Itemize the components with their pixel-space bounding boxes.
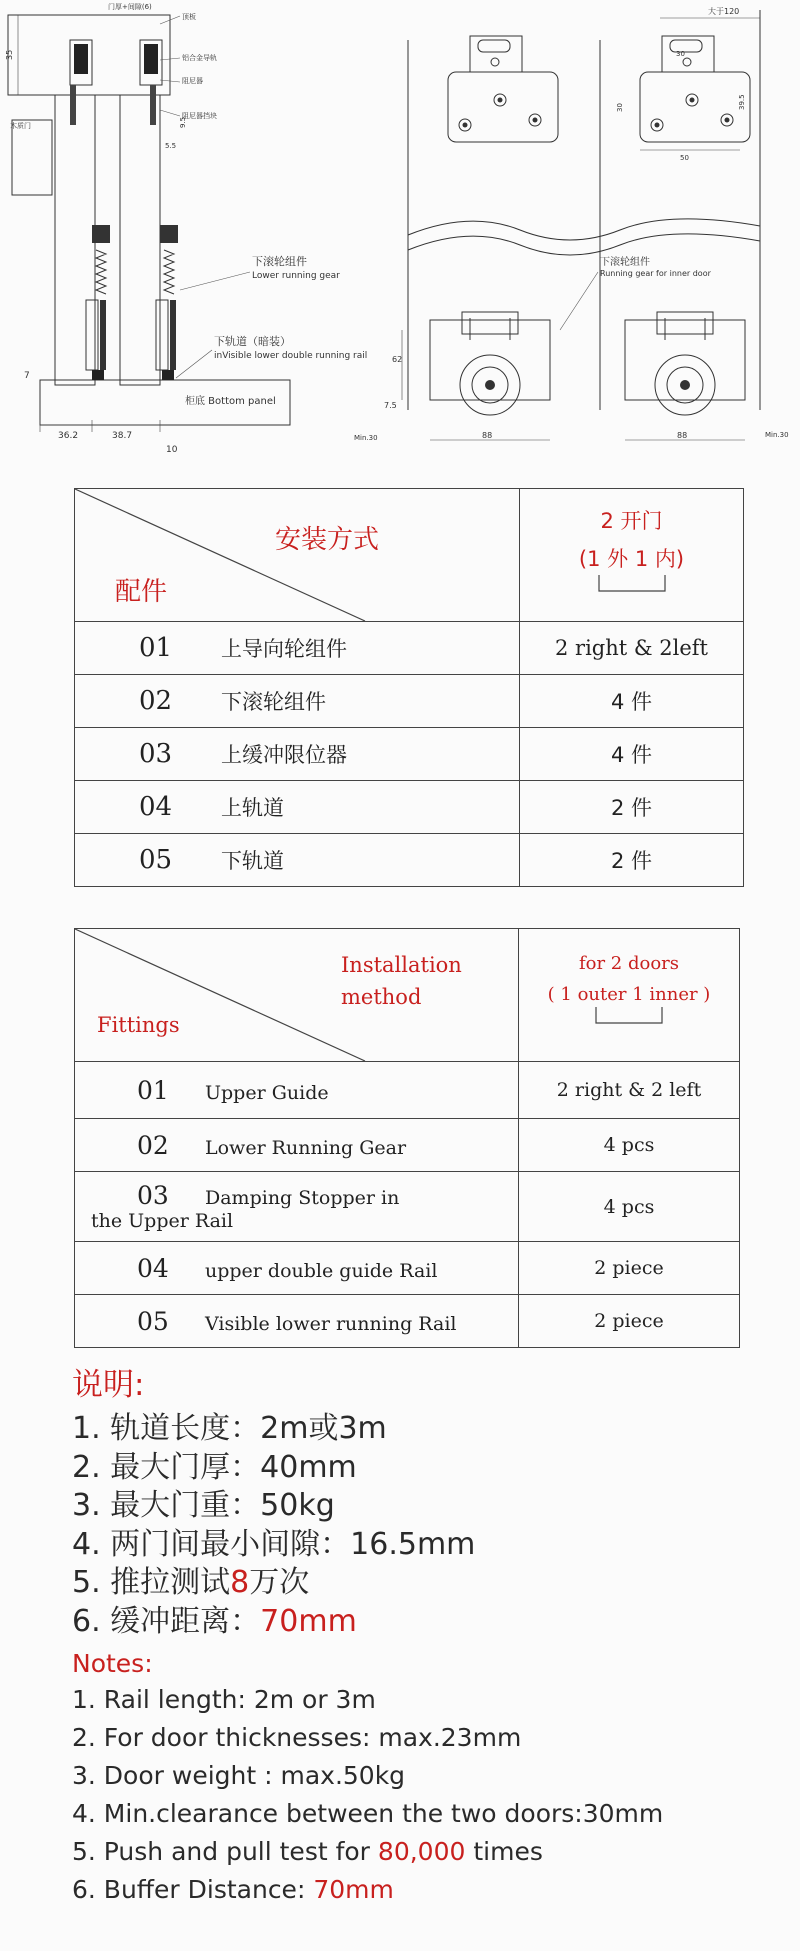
row-label: Lower Running Gear [205,1136,407,1159]
note-highlight: 70mm [260,1603,357,1639]
header-doors-line2: ( 1 outer 1 inner ) [547,984,711,1005]
dim-62: 62 [392,355,403,364]
row-qty: 2 piece [519,1295,740,1348]
row-qty: 2 right & 2left [520,622,744,675]
note-text: 6. 缓冲距离： [72,1603,261,1639]
row-qty: 4 pcs [519,1172,740,1242]
label-inner-gear-en: Running gear for inner door [600,269,711,278]
diagonal-line [75,929,518,1061]
table-row [75,834,744,887]
row-number: 02 [139,686,173,716]
label-door-thickness: 门厚+间隙(6) [108,3,152,11]
dim-7-5: 7.5 [384,401,397,410]
row-label: Visible lower running Rail [205,1312,457,1335]
door-bracket-icon [597,573,667,595]
dim-39-5: 39.5 [738,94,746,110]
note-cn-4: 4. 两门间最小间隙：16.5mm [72,1526,476,1562]
note-text: 5. Push and pull test for [72,1837,378,1866]
row-number: 04 [137,1253,169,1283]
notes-title-cn: 说明: [72,1367,145,1403]
note-highlight: 70mm [313,1875,394,1904]
label-lower-rail-en: inVisible lower double running rail [214,351,368,361]
header-method-line1: Installation [341,953,462,977]
row-qty: 2 件 [520,781,744,834]
note-en-4: 4. Min.clearance between the two doors:30mm [72,1799,664,1828]
header-doors-cell [519,929,740,1062]
dim-min30-right: Min.30 [765,431,789,439]
fittings-table-cn [74,488,744,887]
row-number: 04 [139,792,173,822]
dim-greater-120: 大于120 [708,7,740,16]
dim-5-5: 5.5 [165,142,177,150]
header-doors-line2: (1 外 1 内) [578,547,685,571]
label-wood-door: 木质门 [10,122,31,130]
row-number: 03 [139,739,173,769]
label-aluminum-rail: 铝合金导轨 [182,54,217,62]
right-hardware-view [354,6,789,442]
note-text: 6. Buffer Distance: [72,1875,314,1904]
row-number: 01 [139,633,173,663]
dim-36-2: 36.2 [58,431,79,441]
header-diagonal-cell [75,929,519,1062]
row-qty: 4 件 [520,728,744,781]
left-section-view [5,2,367,455]
notes-section [72,1367,772,1909]
door-bracket-icon [594,1005,664,1027]
note-text: 5. 推拉测试 [72,1565,231,1600]
row-number: 05 [137,1306,169,1336]
dim-30-top: 30 [676,50,685,58]
table-row [75,1242,740,1295]
table-row [75,622,744,675]
table-row [75,728,744,781]
row-label: upper double guide Rail [205,1259,438,1282]
row-number: 01 [137,1075,169,1105]
row-qty: 2 piece [519,1242,740,1295]
label-lower-gear-en: Lower running gear [252,271,340,281]
row-label: 上轨道 [221,796,284,820]
dim-88-right: 88 [677,431,688,440]
note-highlight: 80,000 [377,1837,466,1866]
row-qty: 2 件 [520,834,744,887]
row-label: 下滚轮组件 [221,690,326,714]
note-cn-3: 3. 最大门重：50kg [72,1488,335,1523]
note-text: 万次 [249,1565,310,1600]
notes-title-en: Notes: [72,1649,153,1678]
header-doors-line1: 2 开门 [600,509,663,533]
label-damper-stopper: 阻尼器挡块 [182,112,217,120]
header-method: 安装方式 [275,525,380,555]
note-cn-5 [72,1564,772,1603]
header-fittings: 配件 [115,577,168,607]
header-method-line2: method [341,985,422,1009]
dim-88-left: 88 [482,431,493,440]
header-fittings: Fittings [97,1013,180,1037]
table-header-row [75,489,744,622]
dim-7: 7 [24,371,30,381]
note-en-2: 2. For door thicknesses: max.23mm [72,1723,522,1752]
label-top-board: 顶板 [182,13,196,21]
label-inner-gear-cn: 下滚轮组件 [600,257,650,268]
row-number: 05 [139,845,173,875]
dim-10: 10 [166,445,178,455]
dim-30-side: 30 [616,103,624,112]
dim-35: 35 [5,49,14,60]
label-lower-gear-cn: 下滚轮组件 [252,255,307,268]
note-en-3: 3. Door weight : max.50kg [72,1761,406,1790]
row-qty: 4 件 [520,675,744,728]
row-label: Upper Guide [205,1081,329,1104]
row-label: 上缓冲限位器 [221,743,347,767]
note-en-5 [72,1833,772,1871]
note-highlight: 8 [230,1565,250,1600]
header-diagonal-cell [75,489,520,622]
header-doors-cell [520,489,744,622]
row-qty: 2 right & 2 left [519,1062,740,1119]
dim-50: 50 [680,154,689,162]
fittings-table-en [74,928,740,1348]
row-label: 下轨道 [221,849,284,873]
table-row [75,1172,740,1242]
technical-drawing [0,0,800,455]
table-row [75,675,744,728]
table-row [75,1062,740,1119]
row-qty: 4 pcs [519,1119,740,1172]
note-text: times [465,1837,543,1866]
table-row [75,781,744,834]
label-damper: 阻尼器 [182,77,203,85]
label-bottom-panel: 柜底 Bottom panel [185,396,276,407]
table-header-row [75,929,740,1062]
row-label: Damping Stopper in [205,1187,400,1209]
table-row [75,1295,740,1348]
note-en-6 [72,1871,772,1909]
label-lower-rail-cn: 下轨道（暗装） [214,335,291,348]
row-label-cont: the Upper Rail [91,1210,234,1232]
row-number: 03 [137,1181,169,1210]
row-label: 上导向轮组件 [221,637,347,661]
dim-min30-left: Min.30 [354,434,378,442]
row-number: 02 [137,1130,169,1160]
note-en-1: 1. Rail length: 2m or 3m [72,1685,376,1714]
header-doors-line1: for 2 doors [578,953,680,974]
table-row [75,1119,740,1172]
note-cn-6 [72,1603,772,1642]
dim-38-7: 38.7 [112,431,133,441]
dim-9-5: 9.5 [179,116,187,128]
note-cn-1: 1. 轨道长度：2m或3m [72,1411,387,1446]
note-cn-2: 2. 最大门厚：40mm [72,1449,357,1485]
